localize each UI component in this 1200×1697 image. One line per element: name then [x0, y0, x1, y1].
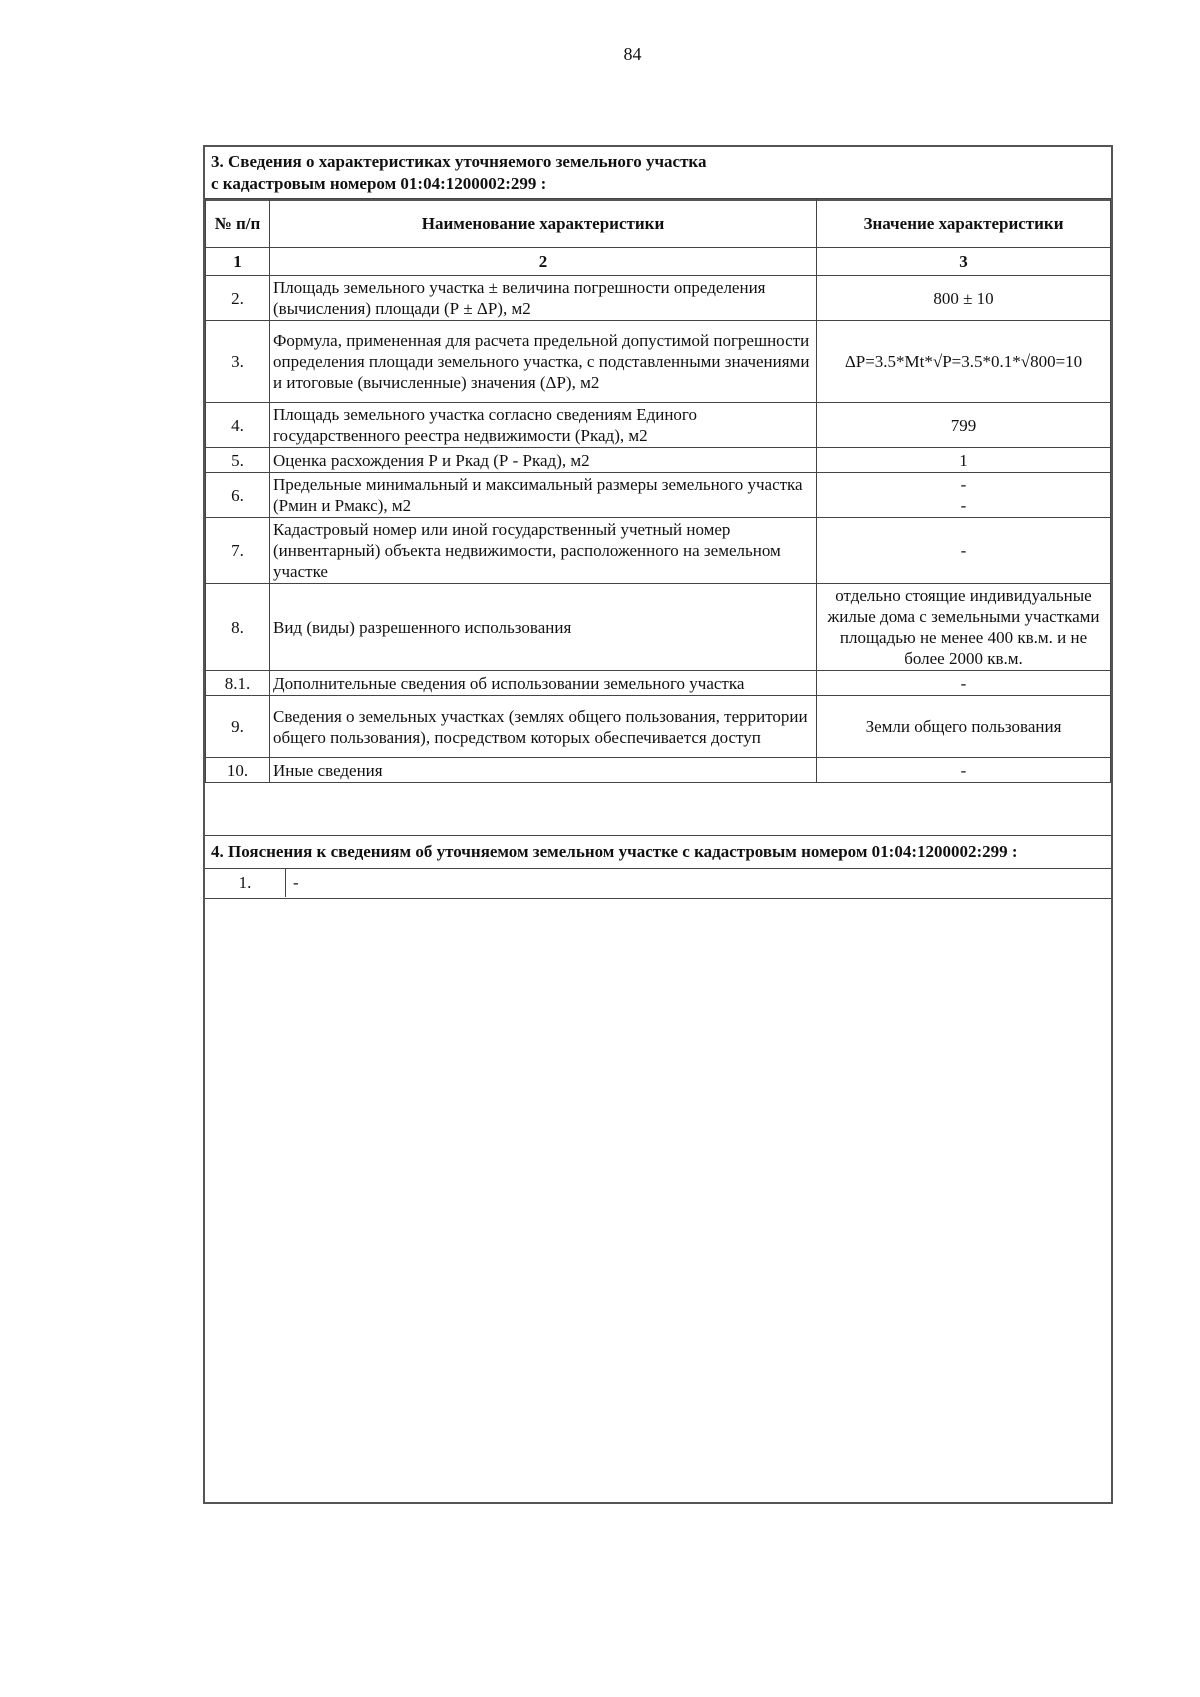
row-num-cell: 3.: [206, 321, 270, 403]
characteristics-table: [205, 198, 1111, 783]
index-cell: 2: [270, 248, 817, 276]
row-num-cell: 7.: [206, 518, 270, 584]
row-value-cell: Земли общего пользования: [817, 696, 1111, 758]
table-row: [206, 518, 1111, 584]
index-cell: 3: [817, 248, 1111, 276]
section3-title-line1: 3. Сведения о характеристиках уточняемого земельного участка: [211, 152, 707, 171]
row-name-cell: Дополнительные сведения об использовании земельного участка: [270, 671, 817, 696]
row-num-cell: 6.: [206, 473, 270, 518]
table-row: [206, 321, 1111, 403]
section4-title: 4. Пояснения к сведениям об уточняемом земельном участке с кадастровым номером 01:04:1200002:299 :: [205, 835, 1111, 869]
page-number: 84: [623, 44, 642, 64]
row-name-cell: Площадь земельного участка ± величина погрешности определения (вычисления) площади (Р ± ΔР), м2: [270, 276, 817, 321]
header-value: Значение характеристики: [817, 199, 1111, 248]
row-name-cell: Площадь земельного участка согласно сведениям Единого государственного реестра недвижимости (Ркад), м2: [270, 403, 817, 448]
table-header-row: [206, 199, 1111, 248]
row-value-cell: ΔР=3.5*Mt*√Р=3.5*0.1*√800=10: [817, 321, 1111, 403]
header-name: Наименование характеристики: [270, 199, 817, 248]
section3-title-line2: с кадастровым номером 01:04:1200002:299 :: [211, 174, 547, 193]
row-name-cell: Иные сведения: [270, 758, 817, 783]
index-cell: 1: [206, 248, 270, 276]
row-value-cell: 799: [817, 403, 1111, 448]
row-value-cell: -: [817, 671, 1111, 696]
section3-title: [205, 147, 1111, 201]
table-row: [206, 448, 1111, 473]
row-value-cell: 1: [817, 448, 1111, 473]
row-name-cell: Формула, примененная для расчета предельной допустимой погрешности определения площади земельного участка, с подставленными значениями и итоговые (вычисленные) значения (ΔР), м2: [270, 321, 817, 403]
row-num-cell: 2.: [206, 276, 270, 321]
table-row: [206, 584, 1111, 671]
table-row: [206, 473, 1111, 518]
table-row: [206, 403, 1111, 448]
row-num-cell: 8.: [206, 584, 270, 671]
table-row: [206, 671, 1111, 696]
row-num-cell: 8.1.: [206, 671, 270, 696]
row-num-cell: 9.: [206, 696, 270, 758]
row-num-cell: 4.: [206, 403, 270, 448]
table-row: [206, 758, 1111, 783]
table-row: [206, 696, 1111, 758]
row-name-cell: Оценка расхождения Р и Ркад (Р - Ркад), м2: [270, 448, 817, 473]
row-name-cell: Вид (виды) разрешенного использования: [270, 584, 817, 671]
row-value-cell: отдельно стоящие индивидуальные жилые дома с земельными участками площадью не менее 400 кв.м. и не более 2000 кв.м.: [817, 584, 1111, 671]
row-num-cell: 10.: [206, 758, 270, 783]
header-num: № п/п: [206, 199, 270, 248]
index-row: [206, 248, 1111, 276]
row-value-cell: -: [817, 518, 1111, 584]
row-name-cell: Предельные минимальный и максимальный размеры земельного участка (Рмин и Рмакс), м2: [270, 473, 817, 518]
note-num: 1.: [205, 869, 286, 897]
row-name-cell: Сведения о земельных участках (землях общего пользования, территории общего пользования), посредством которых обеспечивается доступ: [270, 696, 817, 758]
row-value-cell: - -: [817, 473, 1111, 518]
row-num-cell: 5.: [206, 448, 270, 473]
row-name-cell: Кадастровый номер или иной государственный учетный номер (инвентарный) объекта недвижимости, расположенного на земельном участке: [270, 518, 817, 584]
row-value-cell: 800 ± 10: [817, 276, 1111, 321]
table-row: [206, 276, 1111, 321]
note-text: -: [293, 873, 299, 892]
row-value-cell: -: [817, 758, 1111, 783]
notes-row: [205, 869, 1111, 899]
